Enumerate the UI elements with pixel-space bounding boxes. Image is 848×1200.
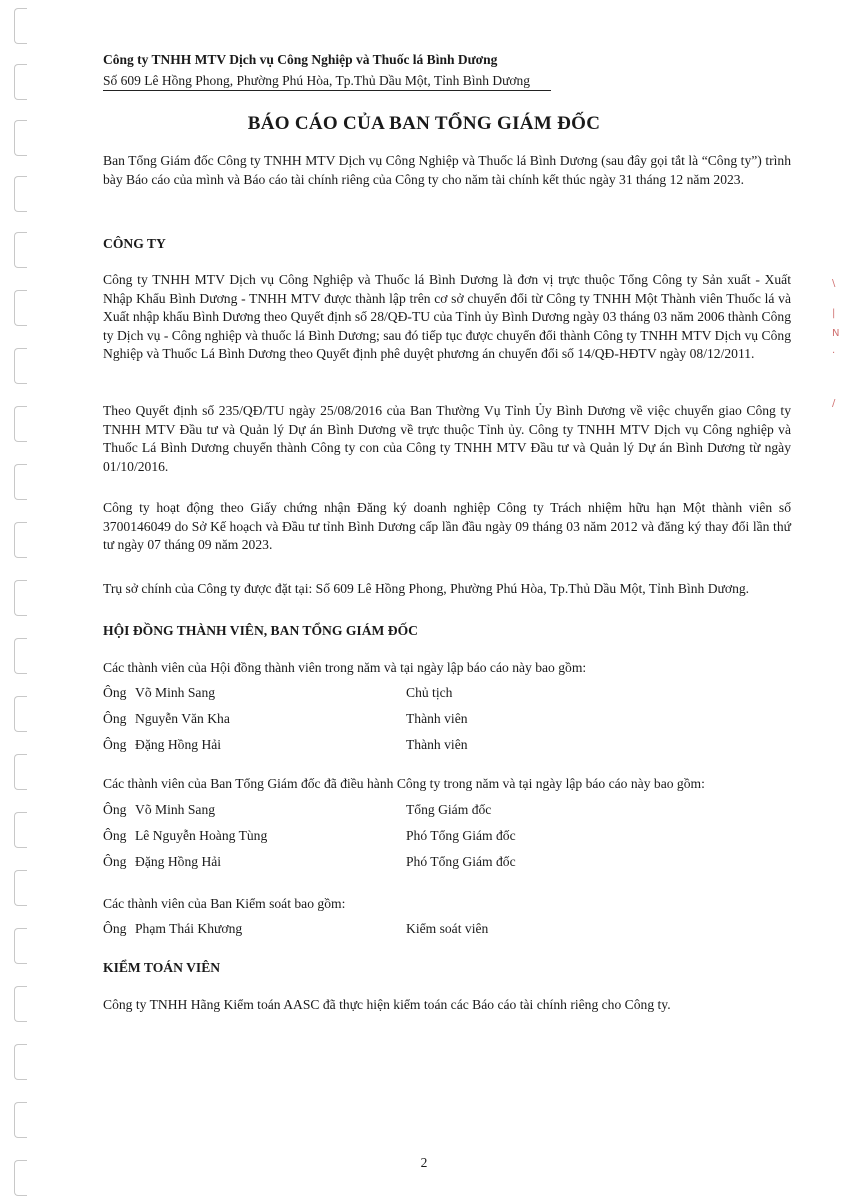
- binding-hole: [14, 1044, 27, 1080]
- member-row: [103, 921, 603, 939]
- binding-hole: [14, 580, 27, 616]
- member-name: Đặng Hồng Hải: [135, 854, 222, 869]
- supervisory-intro: Các thành viên của Ban Kiểm soát bao gồm:: [103, 896, 346, 911]
- binding-hole: [14, 176, 27, 212]
- binding-hole: [14, 464, 27, 500]
- member-name: Đặng Hồng Hải: [135, 737, 222, 752]
- member-row: [103, 737, 603, 755]
- binding-hole: [14, 522, 27, 558]
- member-name: Võ Minh Sang: [135, 802, 216, 817]
- company-paragraph: Công ty TNHH MTV Dịch vụ Công Nghiệp và Thuốc lá Bình Dương là đơn vị trực thuộc Tổng Công ty Sản xuất - Xuất Nhập Khẩu Bình Dương - TNHH MTV được thành lập trên cơ sở chuyển đổi từ Công ty TNHH Một Thành viên Thuốc lá và Xuất nhập khẩu Bình Dương theo Quyết định số 28/QĐ-TU của Tỉnh ủy Bình Dương ngày 03 tháng 03 năm 2006 thành Công ty Dịch vụ - Công nghiệp và thuốc lá Bình Dương; sau đó tiếp tục được chuyển đổi thành Công ty TNHH MTV Dịch vụ Công Nghiệp và Thuốc Lá Bình Dương theo Quyết định phê duyệt phương án chuyển đổi số 14/QĐ-HĐTV ngày 08/12/2011.: [103, 272, 791, 361]
- binding-hole: [14, 290, 27, 326]
- member-honorific: Ông: [103, 828, 127, 843]
- member-name: Phạm Thái Khương: [135, 921, 243, 936]
- member-role: Chủ tịch: [406, 685, 453, 700]
- member-row: [103, 802, 603, 820]
- member-honorific: Ông: [103, 854, 127, 869]
- member-honorific: Ông: [103, 711, 127, 726]
- member-name: Võ Minh Sang: [135, 685, 216, 700]
- member-honorific: Ông: [103, 737, 127, 752]
- binding-hole: [14, 64, 27, 100]
- member-name: Lê Nguyễn Hoàng Tùng: [135, 828, 268, 843]
- binding-hole: [14, 406, 27, 442]
- company-paragraph: Theo Quyết định số 235/QĐ/TU ngày 25/08/2016 của Ban Thường Vụ Tỉnh Ủy Bình Dương về việc chuyển giao Công ty TNHH MTV Đầu tư và Quản lý Dự án Bình Dương về trực thuộc Tỉnh ủy. Công ty TNHH MTV Dịch vụ Công nghiệp và Thuốc Lá Bình Dương chuyển thành Công ty con của Công ty TNHH MTV Đầu tư và Quản lý Dự án Bình Dương từ ngày 01/10/2016.: [103, 403, 791, 474]
- member-role: Phó Tổng Giám đốc: [406, 828, 516, 843]
- stamp-fragment: \: [832, 278, 836, 289]
- member-name: Nguyễn Văn Kha: [135, 711, 230, 726]
- binding-hole: [14, 870, 27, 906]
- header-company-name: Công ty TNHH MTV Dịch vụ Công Nghiệp và Thuốc lá Bình Dương: [103, 52, 498, 67]
- stamp-fragment: ·: [832, 348, 836, 359]
- council-intro: Các thành viên của Hội đồng thành viên trong năm và tại ngày lập báo cáo này bao gồm:: [103, 660, 587, 675]
- stamp-fragment: |: [832, 308, 836, 319]
- heading-company: CÔNG TY: [103, 236, 166, 251]
- heading-auditor: KIỂM TOÁN VIÊN: [103, 960, 221, 975]
- member-role: Thành viên: [406, 711, 468, 726]
- member-honorific: Ông: [103, 685, 127, 700]
- member-row: [103, 711, 603, 729]
- member-role: Phó Tổng Giám đốc: [406, 854, 516, 869]
- company-paragraph: Trụ sở chính của Công ty được đặt tại: Số 609 Lê Hồng Phong, Phường Phú Hòa, Tp.Thủ Dầu Một, Tỉnh Bình Dương.: [103, 581, 750, 596]
- member-row: [103, 854, 603, 872]
- member-role: Tổng Giám đốc: [406, 802, 492, 817]
- page-number: 2: [420, 1155, 428, 1170]
- binding-hole: [14, 8, 27, 44]
- heading-board: HỘI ĐỒNG THÀNH VIÊN, BAN TỔNG GIÁM ĐỐC: [103, 623, 418, 638]
- auditor-paragraph: Công ty TNHH Hãng Kiểm toán AASC đã thực hiện kiểm toán các Báo cáo tài chính riêng cho Công ty.: [103, 997, 671, 1012]
- member-honorific: Ông: [103, 802, 127, 817]
- binding-hole: [14, 1102, 27, 1138]
- report-title: BÁO CÁO CỦA BAN TỔNG GIÁM ĐỐC: [247, 113, 601, 134]
- stamp-fragment: N: [832, 328, 840, 339]
- header-address: Số 609 Lê Hồng Phong, Phường Phú Hòa, Tp.Thủ Dầu Một, Tỉnh Bình Dương: [103, 73, 551, 91]
- company-paragraph: Công ty hoạt động theo Giấy chứng nhận Đăng ký doanh nghiệp Công ty Trách nhiệm hữu hạn Một thành viên số 3700146049 do Sở Kế hoạch và Đầu tư tỉnh Bình Dương cấp lần đầu ngày 09 tháng 03 năm 2012 và đăng ký thay đổi lần thứ tư ngày 07 tháng 09 năm 2023.: [103, 500, 791, 552]
- stamp-fragment: /: [832, 398, 836, 409]
- member-row: [103, 828, 603, 846]
- binding-hole: [14, 928, 27, 964]
- binding-hole: [14, 348, 27, 384]
- member-row: [103, 685, 603, 703]
- binding-hole: [14, 986, 27, 1022]
- binding-hole: [14, 812, 27, 848]
- binding-hole: [14, 754, 27, 790]
- member-honorific: Ông: [103, 921, 127, 936]
- management-intro: Các thành viên của Ban Tổng Giám đốc đã điều hành Công ty trong năm và tại ngày lập báo cáo này bao gồm:: [103, 776, 705, 791]
- binding-hole: [14, 696, 27, 732]
- intro-paragraph: Ban Tổng Giám đốc Công ty TNHH MTV Dịch vụ Công Nghiệp và Thuốc lá Bình Dương (sau đây gọi tắt là “Công ty”) trình bày Báo cáo của mình và Báo cáo tài chính riêng của Công ty cho năm tài chính kết thúc ngày 31 tháng 12 năm 2023.: [103, 153, 791, 187]
- member-role: Kiểm soát viên: [406, 921, 489, 936]
- binding-hole: [14, 232, 27, 268]
- binding-hole: [14, 638, 27, 674]
- member-role: Thành viên: [406, 737, 468, 752]
